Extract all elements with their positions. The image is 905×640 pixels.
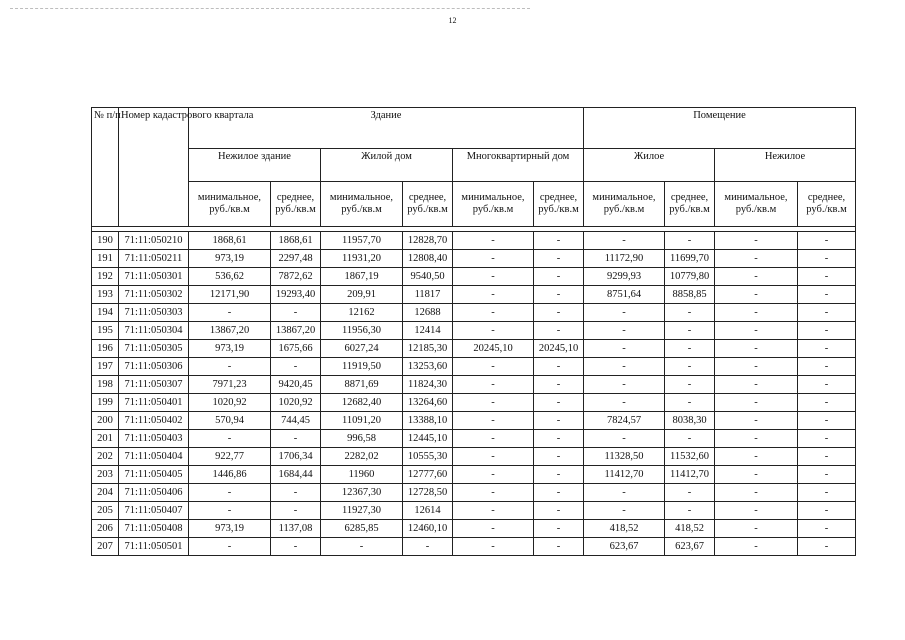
header-cadastral-block: Номер кадастрового квартала [119, 108, 189, 227]
price-cell: - [798, 250, 856, 268]
row-number-cell: 195 [92, 322, 119, 340]
table-row [92, 502, 856, 520]
price-cell: - [453, 232, 534, 250]
price-cell: - [271, 358, 321, 376]
price-cell: - [189, 358, 271, 376]
price-cell: - [715, 448, 798, 466]
price-cell: 11960 [321, 466, 403, 484]
price-cell: 1868,61 [271, 232, 321, 250]
price-cell: 7824,57 [584, 412, 665, 430]
price-cell: - [453, 538, 534, 556]
price-cell: 7971,23 [189, 376, 271, 394]
table-row [92, 484, 856, 502]
price-cell: 8751,64 [584, 286, 665, 304]
row-number-cell: 194 [92, 304, 119, 322]
header-avg: среднее, руб./кв.м [271, 182, 321, 227]
price-cell: 11532,60 [665, 448, 715, 466]
header-min: минимальное, руб./кв.м [584, 182, 665, 227]
price-cell: - [715, 520, 798, 538]
price-cell: - [534, 430, 584, 448]
price-cell: - [798, 322, 856, 340]
price-cell: - [715, 232, 798, 250]
price-cell: - [534, 466, 584, 484]
cadastral-block-cell: 71:11:050304 [119, 322, 189, 340]
price-cell: 9299,93 [584, 268, 665, 286]
header-avg: среднее, руб./кв.м [798, 182, 856, 227]
row-number-cell: 206 [92, 520, 119, 538]
price-cell: 10779,80 [665, 268, 715, 286]
row-number-cell: 196 [92, 340, 119, 358]
price-cell: - [453, 322, 534, 340]
price-cell: 973,19 [189, 520, 271, 538]
header-premises: Помещение [584, 108, 856, 149]
price-cell: - [665, 358, 715, 376]
price-cell: - [798, 268, 856, 286]
row-number-cell: 199 [92, 394, 119, 412]
price-cell: - [715, 268, 798, 286]
price-cell: - [715, 358, 798, 376]
price-cell: 11956,30 [321, 322, 403, 340]
price-cell: - [798, 304, 856, 322]
price-cell: - [453, 268, 534, 286]
table-row [92, 376, 856, 394]
price-cell: - [453, 250, 534, 268]
price-cell: 6027,24 [321, 340, 403, 358]
price-cell: 12367,30 [321, 484, 403, 502]
price-cell: - [271, 538, 321, 556]
price-cell: - [271, 430, 321, 448]
price-cell: 536,62 [189, 268, 271, 286]
price-cell: 2282,02 [321, 448, 403, 466]
price-cell: - [403, 538, 453, 556]
cadastral-block-cell: 71:11:050408 [119, 520, 189, 538]
price-cell: - [534, 448, 584, 466]
row-number-cell: 203 [92, 466, 119, 484]
price-cell: - [189, 484, 271, 502]
price-cell: 11919,50 [321, 358, 403, 376]
cadastral-block-cell: 71:11:050302 [119, 286, 189, 304]
cadastral-block-cell: 71:11:050401 [119, 394, 189, 412]
header-min: минимальное, руб./кв.м [453, 182, 534, 227]
price-cell: 11412,70 [584, 466, 665, 484]
table-row [92, 304, 856, 322]
price-cell: 1675,66 [271, 340, 321, 358]
price-cell: - [665, 322, 715, 340]
header-avg: среднее, руб./кв.м [534, 182, 584, 227]
price-cell: - [584, 232, 665, 250]
price-cell: - [534, 250, 584, 268]
row-number-cell: 197 [92, 358, 119, 376]
price-cell: 13867,20 [271, 322, 321, 340]
table-row [92, 232, 856, 250]
header-building: Здание [189, 108, 584, 149]
cadastral-block-cell: 71:11:050303 [119, 304, 189, 322]
header-avg: среднее, руб./кв.м [665, 182, 715, 227]
price-cell: - [453, 466, 534, 484]
cadastral-block-cell: 71:11:050406 [119, 484, 189, 502]
price-cell: 8038,30 [665, 412, 715, 430]
price-cell: - [453, 502, 534, 520]
price-cell: - [584, 430, 665, 448]
price-cell: - [715, 538, 798, 556]
row-number-cell: 192 [92, 268, 119, 286]
price-cell: 20245,10 [534, 340, 584, 358]
price-cell: - [798, 376, 856, 394]
price-cell: 7872,62 [271, 268, 321, 286]
price-cell: 1137,08 [271, 520, 321, 538]
table-row [92, 286, 856, 304]
price-cell: - [271, 304, 321, 322]
price-cell: 11957,70 [321, 232, 403, 250]
table-row [92, 268, 856, 286]
price-cell: 744,45 [271, 412, 321, 430]
price-cell: - [534, 268, 584, 286]
price-cell: - [798, 358, 856, 376]
cadastral-block-cell: 71:11:050305 [119, 340, 189, 358]
header-min: минимальное, руб./кв.м [715, 182, 798, 227]
price-cell: 1868,61 [189, 232, 271, 250]
row-number-cell: 202 [92, 448, 119, 466]
price-cell: 973,19 [189, 340, 271, 358]
price-cell: 13253,60 [403, 358, 453, 376]
price-cell: 8858,85 [665, 286, 715, 304]
price-cell: 20245,10 [453, 340, 534, 358]
price-cell: 11328,50 [584, 448, 665, 466]
price-cell: - [189, 430, 271, 448]
price-cell: 12777,60 [403, 466, 453, 484]
header-residential-premises: Жилое [584, 149, 715, 182]
cadastral-block-cell: 71:11:050301 [119, 268, 189, 286]
price-cell: - [715, 322, 798, 340]
price-cell: - [534, 286, 584, 304]
price-cell: - [715, 430, 798, 448]
price-cell: - [453, 304, 534, 322]
price-cell: - [189, 502, 271, 520]
table-row [92, 466, 856, 484]
price-cell: - [534, 412, 584, 430]
price-cell: - [534, 322, 584, 340]
header-number: № п/п [92, 108, 119, 227]
cadastral-price-table [91, 107, 856, 556]
row-number-cell: 205 [92, 502, 119, 520]
price-cell: 418,52 [584, 520, 665, 538]
price-cell: 9420,45 [271, 376, 321, 394]
price-cell: 12414 [403, 322, 453, 340]
header-nonresidential-building: Нежилое здание [189, 149, 321, 182]
price-cell: - [534, 376, 584, 394]
price-cell: 10555,30 [403, 448, 453, 466]
price-cell: 209,91 [321, 286, 403, 304]
price-cell: 1684,44 [271, 466, 321, 484]
price-cell: 1020,92 [271, 394, 321, 412]
price-cell: - [798, 538, 856, 556]
table-row [92, 322, 856, 340]
cadastral-block-cell: 71:11:050211 [119, 250, 189, 268]
price-cell: - [453, 448, 534, 466]
price-cell: 13264,60 [403, 394, 453, 412]
cadastral-block-cell: 71:11:050403 [119, 430, 189, 448]
price-cell: - [271, 484, 321, 502]
price-cell: - [584, 340, 665, 358]
price-cell: 1020,92 [189, 394, 271, 412]
header-nonresidential-premises: Нежилое [715, 149, 856, 182]
price-cell: - [798, 412, 856, 430]
table-row [92, 250, 856, 268]
cadastral-block-cell: 71:11:050307 [119, 376, 189, 394]
price-cell: 12614 [403, 502, 453, 520]
price-cell: - [665, 304, 715, 322]
header-min: минимальное, руб./кв.м [189, 182, 271, 227]
price-cell: - [715, 304, 798, 322]
price-cell: - [189, 304, 271, 322]
table-row [92, 538, 856, 556]
price-cell: - [534, 502, 584, 520]
price-cell: - [665, 340, 715, 358]
row-number-cell: 201 [92, 430, 119, 448]
header-avg: среднее, руб./кв.м [403, 182, 453, 227]
row-number-cell: 207 [92, 538, 119, 556]
price-cell: - [189, 538, 271, 556]
table-row [92, 448, 856, 466]
price-cell: 13867,20 [189, 322, 271, 340]
price-cell: - [798, 286, 856, 304]
price-cell: 1867,19 [321, 268, 403, 286]
price-cell: - [798, 340, 856, 358]
price-cell: - [453, 412, 534, 430]
price-cell: - [453, 358, 534, 376]
price-cell: - [798, 448, 856, 466]
price-cell: - [715, 502, 798, 520]
price-cell: 19293,40 [271, 286, 321, 304]
price-cell: 12445,10 [403, 430, 453, 448]
cadastral-block-cell: 71:11:050402 [119, 412, 189, 430]
price-cell: - [584, 322, 665, 340]
price-cell: - [798, 484, 856, 502]
price-cell: - [534, 484, 584, 502]
price-cell: - [534, 304, 584, 322]
price-cell: 1706,34 [271, 448, 321, 466]
price-cell: - [453, 430, 534, 448]
price-cell: 418,52 [665, 520, 715, 538]
row-number-cell: 191 [92, 250, 119, 268]
table-row [92, 430, 856, 448]
price-cell: - [665, 484, 715, 502]
price-cell: - [665, 430, 715, 448]
price-cell: - [453, 394, 534, 412]
table-row [92, 520, 856, 538]
price-cell: 12828,70 [403, 232, 453, 250]
price-cell: - [715, 466, 798, 484]
price-cell: - [715, 340, 798, 358]
cadastral-block-cell: 71:11:050306 [119, 358, 189, 376]
price-cell: 1446,86 [189, 466, 271, 484]
price-cell: 12185,30 [403, 340, 453, 358]
price-cell: - [453, 376, 534, 394]
price-cell: 570,94 [189, 412, 271, 430]
price-cell: 623,67 [584, 538, 665, 556]
row-number-cell: 190 [92, 232, 119, 250]
table-row [92, 412, 856, 430]
price-cell: 12171,90 [189, 286, 271, 304]
price-cell: - [584, 358, 665, 376]
price-cell: - [584, 484, 665, 502]
price-cell: - [798, 232, 856, 250]
price-cell: 12162 [321, 304, 403, 322]
price-cell: 6285,85 [321, 520, 403, 538]
price-cell: 11412,70 [665, 466, 715, 484]
price-cell: - [715, 286, 798, 304]
price-cell: - [534, 520, 584, 538]
price-cell: 922,77 [189, 448, 271, 466]
price-cell: - [534, 358, 584, 376]
price-cell: 12808,40 [403, 250, 453, 268]
price-cell: - [584, 394, 665, 412]
price-cell: - [715, 394, 798, 412]
row-number-cell: 198 [92, 376, 119, 394]
price-cell: 973,19 [189, 250, 271, 268]
row-number-cell: 204 [92, 484, 119, 502]
row-number-cell: 193 [92, 286, 119, 304]
price-cell: - [665, 376, 715, 394]
price-cell: - [798, 430, 856, 448]
price-cell: 11817 [403, 286, 453, 304]
page-number: 12 [448, 16, 457, 25]
price-cell: - [715, 250, 798, 268]
cadastral-block-cell: 71:11:050407 [119, 502, 189, 520]
cadastral-block-cell: 71:11:050405 [119, 466, 189, 484]
price-cell: 11172,90 [584, 250, 665, 268]
price-cell: 11699,70 [665, 250, 715, 268]
header-residential-house: Жилой дом [321, 149, 453, 182]
price-cell: 12460,10 [403, 520, 453, 538]
price-cell: - [534, 394, 584, 412]
price-cell: - [321, 538, 403, 556]
price-cell: - [665, 394, 715, 412]
table-row [92, 340, 856, 358]
price-cell: - [534, 232, 584, 250]
cadastral-block-cell: 71:11:050501 [119, 538, 189, 556]
price-cell: - [665, 232, 715, 250]
scan-artifact-line [10, 8, 530, 9]
price-cell: 8871,69 [321, 376, 403, 394]
price-cell: - [584, 304, 665, 322]
price-cell: 11824,30 [403, 376, 453, 394]
price-cell: 12682,40 [321, 394, 403, 412]
price-cell: - [715, 376, 798, 394]
price-cell: 623,67 [665, 538, 715, 556]
price-cell: 11927,30 [321, 502, 403, 520]
price-cell: - [798, 466, 856, 484]
price-cell: - [584, 502, 665, 520]
price-cell: - [584, 376, 665, 394]
cadastral-block-cell: 71:11:050210 [119, 232, 189, 250]
price-cell: 996,58 [321, 430, 403, 448]
price-cell: 2297,48 [271, 250, 321, 268]
price-cell: - [665, 502, 715, 520]
header-apartment-building: Многоквартирный дом [453, 149, 584, 182]
price-cell: - [798, 394, 856, 412]
price-cell: - [453, 484, 534, 502]
price-cell: 11931,20 [321, 250, 403, 268]
price-cell: 9540,50 [403, 268, 453, 286]
table-row [92, 394, 856, 412]
price-cell: - [715, 412, 798, 430]
price-cell: - [798, 502, 856, 520]
price-cell: - [271, 502, 321, 520]
price-cell: 12688 [403, 304, 453, 322]
price-cell: - [534, 538, 584, 556]
header-min: минимальное, руб./кв.м [321, 182, 403, 227]
price-cell: 12728,50 [403, 484, 453, 502]
table-row [92, 358, 856, 376]
cadastral-block-cell: 71:11:050404 [119, 448, 189, 466]
price-cell: - [715, 484, 798, 502]
price-cell: 13388,10 [403, 412, 453, 430]
price-cell: - [453, 286, 534, 304]
price-cell: 11091,20 [321, 412, 403, 430]
row-number-cell: 200 [92, 412, 119, 430]
price-cell: - [798, 520, 856, 538]
price-cell: - [453, 520, 534, 538]
